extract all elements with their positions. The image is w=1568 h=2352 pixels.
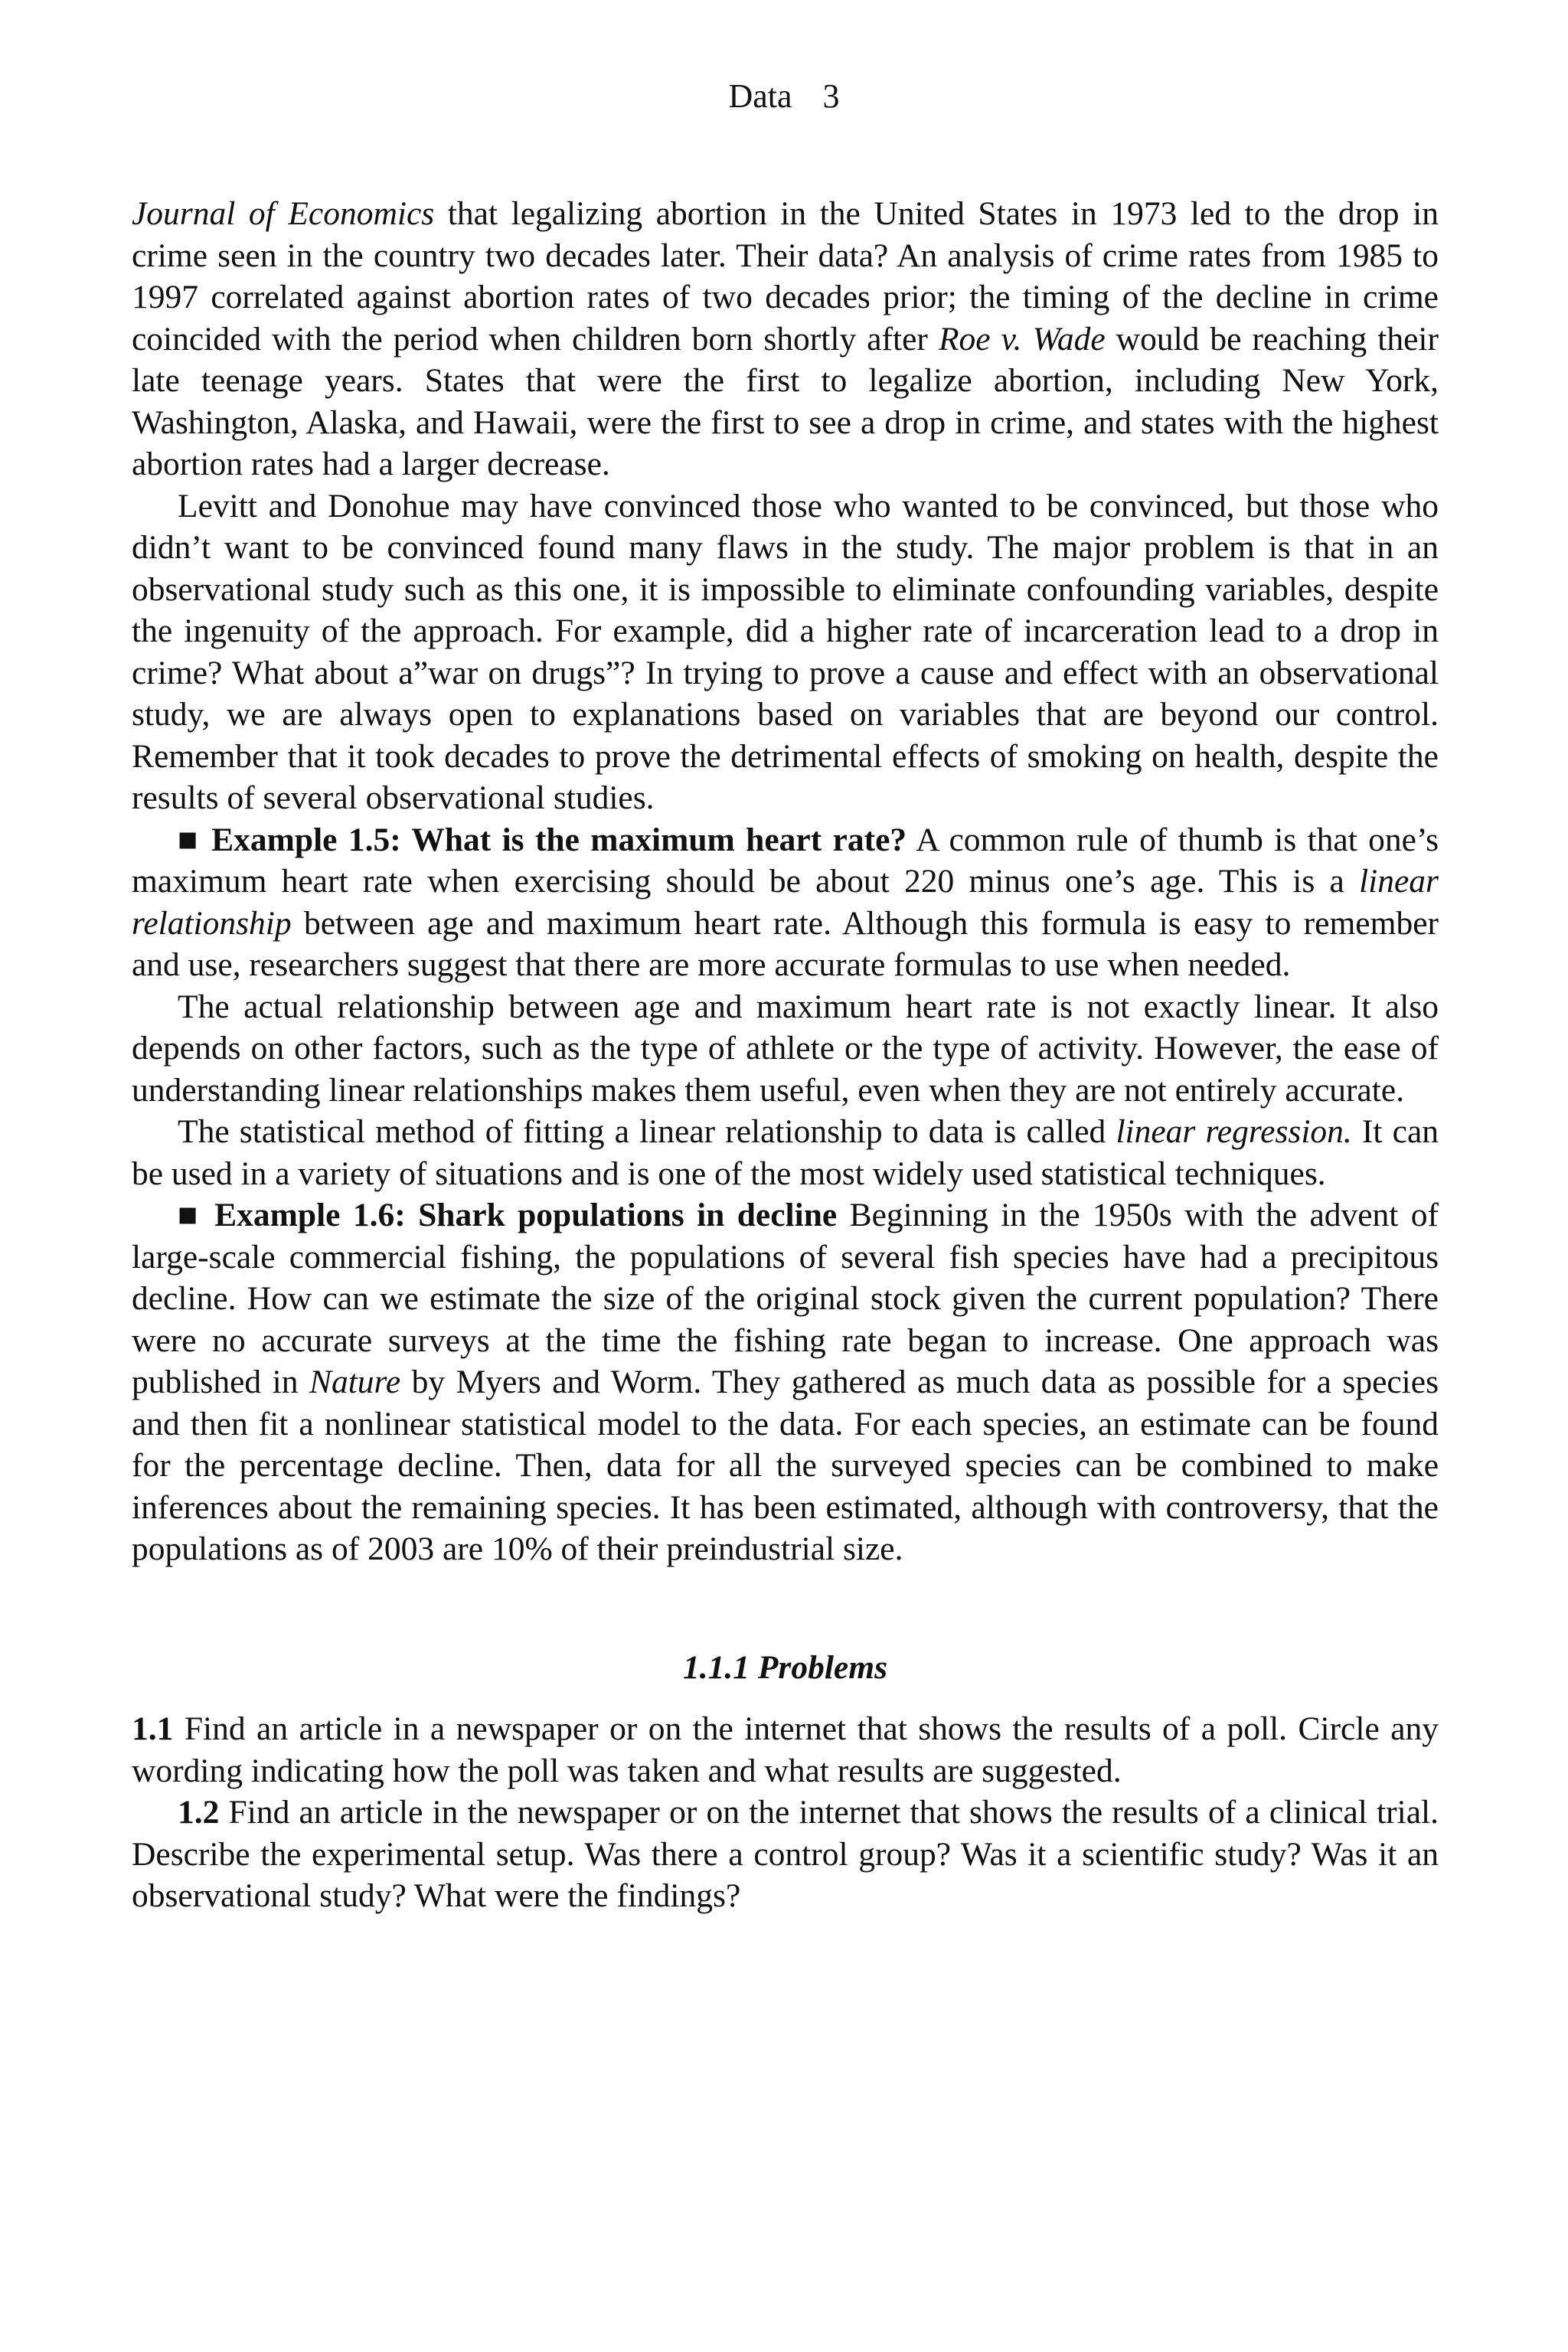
example-title: Example 1.6: Shark populations in decline xyxy=(214,1197,838,1233)
square-bullet-icon: ■ xyxy=(178,821,201,858)
example-1-5: ■ Example 1.5: What is the maximum heart rate? A common rule of thumb is that one’s maximum heart rate when exercising should be about 220 minus one’s age. This is a linear relationship between age and maximum heart rate. Although this formula is easy to remember and use, researchers suggest that there are more accurate formulas to use when needed. xyxy=(132,821,1439,983)
square-bullet-icon: ■ xyxy=(178,1197,202,1233)
case-name: Roe v. Wade xyxy=(938,320,1106,358)
problem-item: 1.1 Find an article in a newspaper or on the internet that shows the results of a poll. Circle any wording indicating how the poll was taken and what results are suggested. xyxy=(132,1710,1439,1789)
example-title: Example 1.5: What is the maximum heart rate? xyxy=(211,821,907,858)
italic-term: linear regression. xyxy=(1116,1113,1352,1150)
running-header xyxy=(0,75,1568,118)
example-1-6: ■ Example 1.6: Shark populations in decline Beginning in the 1950s with the advent of large-scale commercial fishing, the populations of several fish species have had a precipitous decline. How can we estimate the size of the original stock given the current population? There were no accurate surveys at the time the fishing rate began to increase. One approach was published in Nature by Myers and Worm. They gathered as much data as possible for a species and then fit a nonlinear statistical model to the data. For each species, an estimate can be found for the percentage decline. Then, data for all the surveyed species can be combined to make inferences about the remaining species. It has been estimated, although with controversy, that the populations as of 2003 are 10% of their preindustrial size. xyxy=(132,1197,1439,1567)
page-number: 3 xyxy=(822,77,840,115)
problem-item: 1.2 Find an article in the newspaper or on the internet that shows the results of a clinical trial. Describe the experimental setup. Was there a control group? Was it a scientific study? Was it an observational study? What were the findings? xyxy=(132,1794,1439,1914)
problem-number: 1.2 xyxy=(178,1794,220,1831)
journal-name: Nature xyxy=(309,1364,401,1400)
page-body xyxy=(132,193,1439,1917)
paragraph-heart-rate-linearity: The actual relationship between age and maximum heart rate is not exactly linear. It also depends on other factors, such as the type of athlete or the type of activity. However, the ease of understanding linear relationships makes them useful, even when they are not entirely accurate. xyxy=(132,988,1439,1109)
problem-number: 1.1 xyxy=(132,1710,174,1747)
section-heading: 1.1.1 Problems xyxy=(682,1648,888,1686)
running-title: Data xyxy=(728,77,792,115)
paragraph-levitt-donohue-findings: Journal of Economics that legalizing abortion in the United States in 1973 led to the drop in crime seen in the country two decades later. Their data? An analysis of crime rates from 1985 to 1997 correlated against abortion rates of two decades prior; the timing of the decline in crime coincided with the period when children born shortly after Roe v. Wade would be reaching their late teenage years. States that were the first to legalize abortion, including New York, Washington, Alaska, and Hawaii, were the first to see a drop in crime, and states with the highest abortion rates had a larger decrease. xyxy=(132,195,1439,482)
paragraph-linear-regression: The statistical method of fitting a linear relationship to data is called linear regression. It can be used in a variety of situations and is one of the most widely used statistical techniques. xyxy=(132,1113,1439,1192)
journal-name: Journal of Economics xyxy=(132,195,435,232)
italic-term: linear relationship xyxy=(132,863,1439,942)
paragraph-observational-critique: Levitt and Donohue may have convinced those who wanted to be convinced, but those who didn’t want to be convinced found many flaws in the study. The major problem is that in an observational study such as this one, it is impossible to eliminate confounding variables, despite the ingenuity of the approach. For example, did a higher rate of incarceration lead to a drop in crime? What about a”war on drugs”? In trying to prove a cause and effect with an observational study, we are always open to explanations based on variables that are beyond our control. Remember that it took decades to prove the detrimental effects of smoking on health, despite the results of several observational studies. xyxy=(132,487,1439,816)
